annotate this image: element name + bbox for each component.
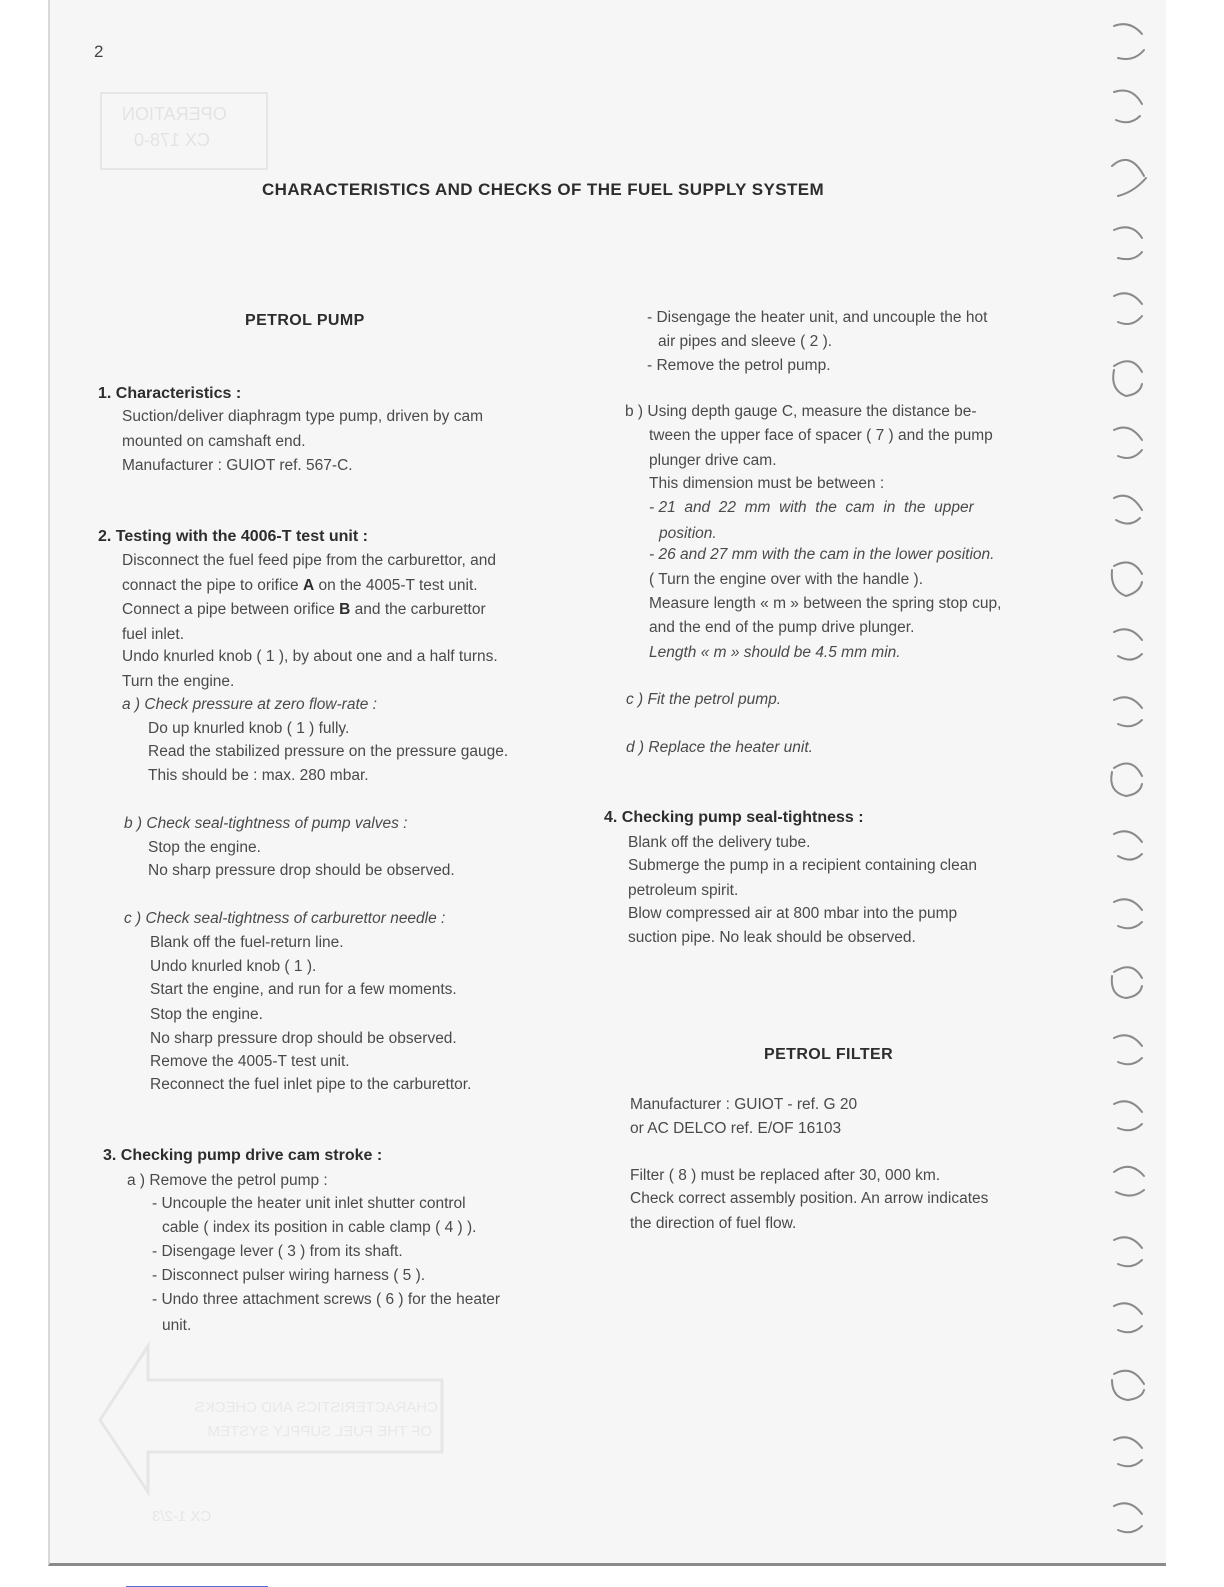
page-number: 2	[94, 42, 104, 61]
subitem-title: c ) Fit the petrol pump.	[626, 691, 782, 708]
text-line: or AC DELCO ref. E/OF 16103	[630, 1120, 842, 1137]
text-line: plunger drive cam.	[649, 452, 777, 469]
text-line: - Undo three attachment screws ( 6 ) for the heater	[152, 1291, 501, 1308]
text-line: position.	[659, 525, 717, 542]
text-line: Manufacturer : GUIOT ref. 567-C.	[122, 457, 353, 474]
section-title-petrol-pump: PETROL PUMP	[245, 312, 365, 329]
text-line: cable ( index its position in cable clamp ( 4 ) ).	[162, 1219, 477, 1236]
text-line: Filter ( 8 ) must be replaced after 30, 000 km.	[630, 1167, 941, 1184]
ghost-code: CX 1-2/3	[152, 1508, 212, 1525]
text-line: - Uncouple the heater unit inlet shutter control	[152, 1195, 466, 1212]
text-line: No sharp pressure drop should be observed.	[150, 1030, 457, 1047]
text-line: Stop the engine.	[148, 839, 261, 856]
text-line: Stop the engine.	[150, 1006, 263, 1023]
text-line: a ) Remove the petrol pump :	[127, 1172, 328, 1189]
text-line: Undo knurled knob ( 1 ), by about one and a half turns.	[122, 648, 498, 665]
text-line: No sharp pressure drop should be observed.	[148, 862, 455, 879]
binder-rings	[1100, 0, 1170, 1566]
text-line: Measure length « m » between the spring stop cup,	[649, 595, 1002, 612]
ghost-text: CX 178-0	[134, 130, 211, 150]
text-line: the direction of fuel flow.	[630, 1215, 797, 1232]
text-line: ( Turn the engine over with the handle ).	[649, 571, 923, 588]
ghost-arrow-icon	[98, 1340, 448, 1500]
section-title-petrol-filter: PETROL FILTER	[764, 1046, 894, 1063]
ghost-text: OPERATION	[122, 104, 227, 124]
text-line: - Disconnect pulser wiring harness ( 5 ).	[152, 1267, 426, 1284]
text-line: air pipes and sleeve ( 2 ).	[658, 333, 833, 350]
text-line: Submerge the pump in a recipient containing clean	[628, 857, 977, 874]
text-line: Blank off the delivery tube.	[628, 834, 811, 851]
text-line: unit.	[162, 1317, 192, 1334]
text-line: Blank off the fuel-return line.	[150, 934, 344, 951]
text-line: tween the upper face of spacer ( 7 ) and the pump	[649, 427, 993, 444]
text-line: Suction/deliver diaphragm type pump, driven by cam	[122, 408, 483, 425]
ghost-arrow-text: CHARACTERISTICS AND CHECKS	[194, 1399, 438, 1416]
subitem-title: b ) Check seal-tightness of pump valves :	[124, 815, 408, 832]
heading-characteristics: 1. Characteristics :	[98, 385, 242, 402]
text-line: Undo knurled knob ( 1 ).	[150, 958, 317, 975]
text-line: suction pipe. No leak should be observed.	[628, 929, 916, 946]
text-line: Reconnect the fuel inlet pipe to the carburettor.	[150, 1076, 472, 1093]
text-line: connact the pipe to orifice A on the 4005-T test unit.	[122, 577, 478, 594]
text-line: This should be : max. 280 mbar.	[148, 767, 369, 784]
text-line: petroleum spirit.	[628, 882, 739, 899]
subitem-title: c ) Check seal-tightness of carburettor needle :	[124, 910, 446, 927]
text-line: b ) Using depth gauge C, measure the distance be-	[625, 403, 977, 420]
text-line: Connect a pipe between orifice B and the carburettor	[122, 601, 486, 618]
page-title: CHARACTERISTICS AND CHECKS OF THE FUEL SUPPLY SYSTEM	[262, 180, 825, 199]
heading-testing: 2. Testing with the 4006-T test unit :	[98, 528, 368, 545]
subitem-title: a ) Check pressure at zero flow-rate :	[122, 696, 377, 713]
text-line: Disconnect the fuel feed pipe from the carburettor, and	[122, 552, 496, 569]
heading-seal-tightness: 4. Checking pump seal-tightness :	[604, 809, 864, 826]
subitem-title: d ) Replace the heater unit.	[626, 739, 813, 756]
text-line: - Remove the petrol pump.	[647, 357, 831, 374]
text-line: - 21 and 22 mm with the cam in the upper	[649, 499, 974, 516]
text-line: This dimension must be between :	[649, 475, 885, 492]
text-line: Check correct assembly position. An arrow indicates	[630, 1190, 989, 1207]
text-line: Read the stabilized pressure on the pressure gauge.	[148, 743, 509, 760]
text-line: - Disengage the heater unit, and uncouple the hot	[647, 309, 988, 326]
text-line: Turn the engine.	[122, 673, 235, 690]
text-line: Blow compressed air at 800 mbar into the pump	[628, 905, 958, 922]
text-line: Length « m » should be 4.5 mm min.	[649, 644, 901, 661]
text-line: - Disengage lever ( 3 ) from its shaft.	[152, 1243, 403, 1260]
text-line: Remove the 4005-T test unit.	[150, 1053, 350, 1070]
text-line: mounted on camshaft end.	[122, 433, 306, 450]
ghost-arrow-text: OF THE FUEL SUPPLY SYSTEM	[207, 1423, 432, 1440]
text-line: Manufacturer : GUIOT - ref. G 20	[630, 1096, 858, 1113]
heading-cam-stroke: 3. Checking pump drive cam stroke :	[103, 1147, 383, 1164]
text-line: Start the engine, and run for a few moments.	[150, 981, 457, 998]
text-line: and the end of the pump drive plunger.	[649, 619, 915, 636]
text-line: Do up knurled knob ( 1 ) fully.	[148, 720, 350, 737]
text-line: - 26 and 27 mm with the cam in the lower position.	[649, 546, 995, 563]
text-line: fuel inlet.	[122, 626, 185, 643]
ghost-operation-box	[100, 92, 268, 170]
